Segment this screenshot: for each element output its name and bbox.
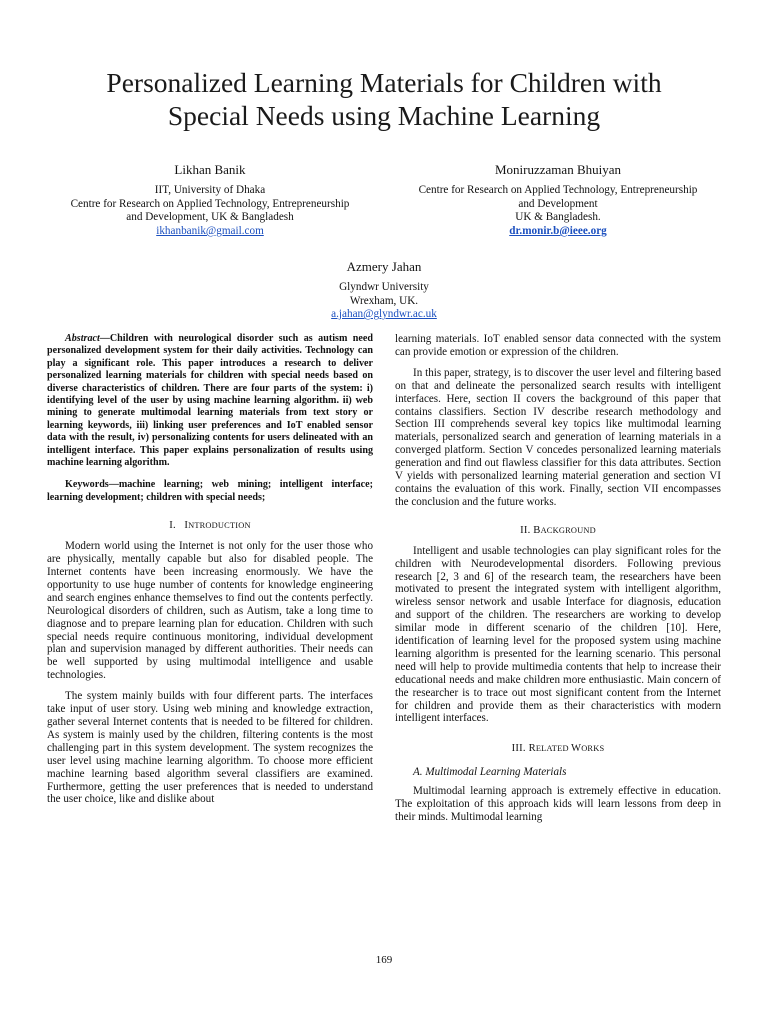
section-heading-introduction — [47, 520, 373, 533]
abstract-text: —Children with neurological disorder such as autism need personalized development system for their daily activities. Technology can play a significant role. This paper introduces a research to deliver personalized learning materials for children with special needs based on diverse characteristics of children. There are four parts of the system: i) identifying level of the user by using machine learning algorithm. ii) web mining to generate multimodal learning materials from text story or learning keywords, iii) linking user preferences and IoT enabled sensor data with the result, iv) personalizing contents for users delineated with an intelligent interface. This paper explains personalization of results using machine learning algorithm. — [47, 333, 373, 469]
intro-paragraph-2: The system mainly builds with four different parts. The interfaces take input of user story. Using web mining and knowledge extraction, gather several Internet contents that is needed to be filtered for children. As system is mainly used by the children, filtering contents is the most challenging part in this system development. The system recognizes the user level using machine learning algorithm. To choose more efficient machine learning based algorithm several classifiers are examined. Furthermore, getting the user preferences that is needed to understand the user choice, like and dislike about — [47, 690, 373, 806]
author-affiliation-line: IIT, University of Dhaka — [154, 184, 266, 196]
keywords: Keywords—machine learning; web mining; intelligent interface; learning development; children with special needs; — [47, 479, 373, 503]
paper-title — [40, 66, 728, 132]
section-initial: I — [184, 520, 189, 532]
section-initial: W — [570, 743, 582, 755]
author-block-2 — [390, 162, 726, 238]
page-number: 169 — [375, 954, 393, 966]
section-heading-related-works — [395, 743, 721, 756]
intro-paragraph-1: Modern world using the Internet is not only for the user those who are physically, mentally capable but also for disabled people. The Internet contents have been increasing enormously. We have the opportunity to use huge number of contents for knowledge engineering and search engines enhance themselves to find out the contents perfectly. Neurological disorders of children, such as Autism, take a long time to diagnose and to prepare learning plan for education. Children with such special needs require continuous monitoring, individual development plan and supervision managed by different authorities. Their needs can be well supported by using multimodal intelligence and usable technologies. — [47, 540, 373, 682]
title-line-1: Personalized Learning Materials for Children with — [106, 67, 662, 98]
related-paragraph-1: Multimodal learning approach is extremely effective in education. The exploitation of this approach kids will learn lessons from deep in their minds. Multimodal learning — [395, 785, 721, 823]
author-email-link[interactable]: ikhanbanik@gmail.com — [156, 224, 264, 237]
abstract — [47, 333, 373, 469]
section-number: II. — [520, 524, 531, 536]
continued-paragraph: learning materials. IoT enabled sensor data connected with the system can provide emotion or expression of the children. — [395, 333, 721, 358]
section-rest: ACKGROUND — [540, 525, 596, 535]
section-initial: R — [528, 743, 536, 755]
author-affiliation-line: Glyndwr University — [339, 281, 429, 293]
intro-paragraph-3: In this paper, strategy, is to discover the user level and filtering based on that and delineate the personalized search results with intelligent interfaces. Here, section II covers the background of this paper that contains classifiers. Section IV describe research methodology and Section III comprehends several key topics like multimodal learning materials, personalized search and generation of learning materials in a converged platform. Section V concedes personalized learning materials generation and find out flawless classifier for this data attributes. Section V yields with personalized learning material generation and section VI contains the evaluation of this work. Finally, section VII encompasses the conclusion and the future works. — [395, 366, 721, 508]
subsection-heading-multimodal: A. Multimodal Learning Materials — [413, 766, 567, 779]
author-affiliation-line: UK & Bangladesh. — [515, 211, 601, 224]
section-rest: NTRODUCTION — [188, 521, 251, 531]
left-column — [47, 333, 373, 806]
section-number: III. — [511, 743, 526, 755]
author-affiliation-line: and Development, UK & Bangladesh — [126, 211, 294, 224]
author-email-link[interactable]: dr.monir.b@ieee.org — [509, 224, 607, 237]
author-affiliation-line: Centre for Research on Applied Technology, Entrepreneurship — [418, 184, 698, 196]
section-number: I. — [169, 520, 176, 532]
section-rest: ELATED — [535, 744, 571, 754]
section-heading-background — [395, 525, 721, 538]
section-initial: B — [533, 524, 541, 536]
title-line-2: Special Needs using Machine Learning — [167, 100, 601, 131]
right-column — [395, 333, 721, 824]
author-block-1 — [42, 162, 378, 238]
author-affiliation-line: and Development — [518, 197, 598, 210]
author-affiliation-line: Wrexham, UK. — [349, 294, 419, 307]
author-block-3 — [234, 259, 534, 322]
background-paragraph-1: Intelligent and usable technologies can play significant roles for the children with Neurodevelopmental disorders. Following previous research [2, 3 and 6] of the research team, the researchers have been motivated to present the integrated system with intelligent algorithm, wireless sensor network and usable Interface for diagnosis, education and support of the children. The researchers are working to develop similar mode in different scenario of the children [10]. Here, identification of learning level for the proposed system using machine learning algorithm is presented for the learning scenario. This personal need will help to provide multimedia contents that help to increase their educational needs and make children more enthusiastic. Main concern of the researcher is to trace out most significant content from the Internet for children and provide them as their characteristics with modern intelligent interfaces. — [395, 544, 721, 725]
author-name: Azmery Jahan — [346, 259, 422, 274]
abstract-lead: Abstract — [65, 333, 100, 344]
section-rest: ORKS — [581, 744, 605, 754]
author-name: Likhan Banik — [174, 162, 246, 177]
author-affiliation-line: Centre for Research on Applied Technology, Entrepreneurship — [70, 197, 350, 210]
author-name: Moniruzzaman Bhuiyan — [495, 162, 621, 177]
author-email-link[interactable]: a.jahan@glyndwr.ac.uk — [331, 308, 437, 321]
